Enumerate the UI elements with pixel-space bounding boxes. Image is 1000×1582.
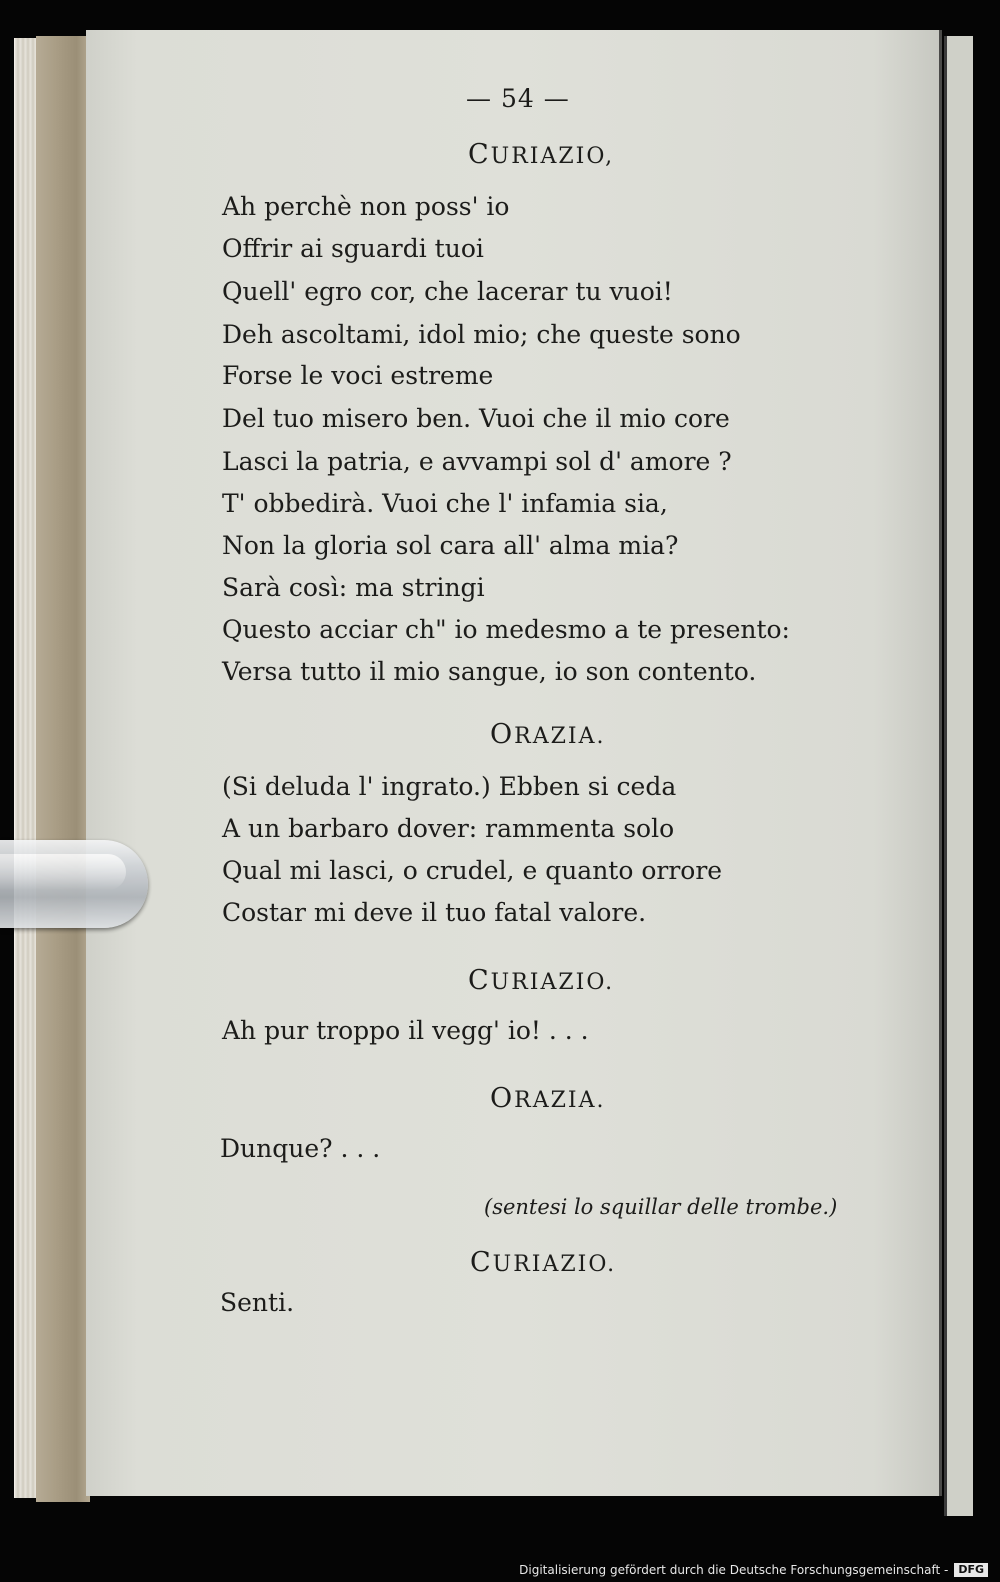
verse-line: Dunque? . . .: [220, 1134, 381, 1163]
speaker-rest: RAZIA.: [514, 1088, 606, 1113]
book-edge-strip: [36, 36, 90, 1502]
verse-line: A un barbaro dover: rammenta solo: [222, 814, 675, 843]
verse-line: Quell' egro cor, che lacerar tu vuoi!: [222, 277, 673, 306]
speaker-initial: C: [468, 965, 491, 996]
digitization-credit: [519, 1560, 988, 1580]
speaker-initial: O: [490, 1083, 515, 1114]
speaker-rest: URIAZIO,: [490, 144, 615, 169]
stage-direction: (sentesi lo squillar delle trombe.): [484, 1195, 838, 1219]
verse-line: Offrir ai sguardi tuoi: [222, 234, 484, 263]
verse-line: Del tuo misero ben. Vuoi che il mio core: [222, 404, 730, 433]
verse-line: Lasci la patria, e avvampi sol d' amore ?: [222, 447, 732, 476]
speaker-name: [490, 1084, 605, 1116]
adjacent-page-edge: [944, 36, 973, 1516]
verse-line: Senti.: [220, 1288, 295, 1317]
credit-text: Digitalisierung gefördert durch die Deutsche Forschungsgemeinschaft -: [519, 1563, 949, 1577]
dfg-logo: DFG: [954, 1563, 988, 1577]
speaker-initial: O: [490, 719, 515, 750]
speaker-name: [470, 1248, 616, 1280]
verse-line: Costar mi deve il tuo fatal valore.: [222, 898, 647, 927]
verse-line: Questo acciar ch" io medesmo a te presento:: [222, 615, 790, 644]
verse-line: Qual mi lasci, o crudel, e quanto orrore: [222, 856, 723, 885]
page-number: — 54 —: [466, 84, 570, 113]
speaker-initial: C: [470, 1247, 493, 1278]
verse-line: Deh ascoltami, idol mio; che queste sono: [222, 320, 741, 349]
gutter-line: [939, 30, 942, 1496]
page-holder-clip: [0, 840, 148, 928]
verse-line: T' obbedirà. Vuoi che l' infamia sia,: [222, 489, 668, 518]
speaker-name: [468, 140, 614, 172]
speaker-name: [490, 720, 605, 752]
speaker-rest: URIAZIO.: [492, 1252, 617, 1277]
verse-line: Forse le voci estreme: [222, 361, 494, 390]
verse-line: Sarà così: ma stringi: [222, 573, 485, 602]
verse-line: Versa tutto il mio sangue, io son contento.: [222, 657, 757, 686]
verse-line: (Si deluda l' ingrato.) Ebben si ceda: [222, 772, 677, 801]
speaker-rest: RAZIA.: [514, 724, 606, 749]
verse-line: Ah pur troppo il vegg' io! . . .: [222, 1016, 589, 1045]
speaker-initial: C: [468, 139, 491, 170]
verse-line: Ah perchè non poss' io: [222, 192, 510, 221]
verse-line: Non la gloria sol cara all' alma mia?: [222, 531, 679, 560]
speaker-rest: URIAZIO.: [490, 970, 615, 995]
speaker-name: [468, 966, 614, 998]
